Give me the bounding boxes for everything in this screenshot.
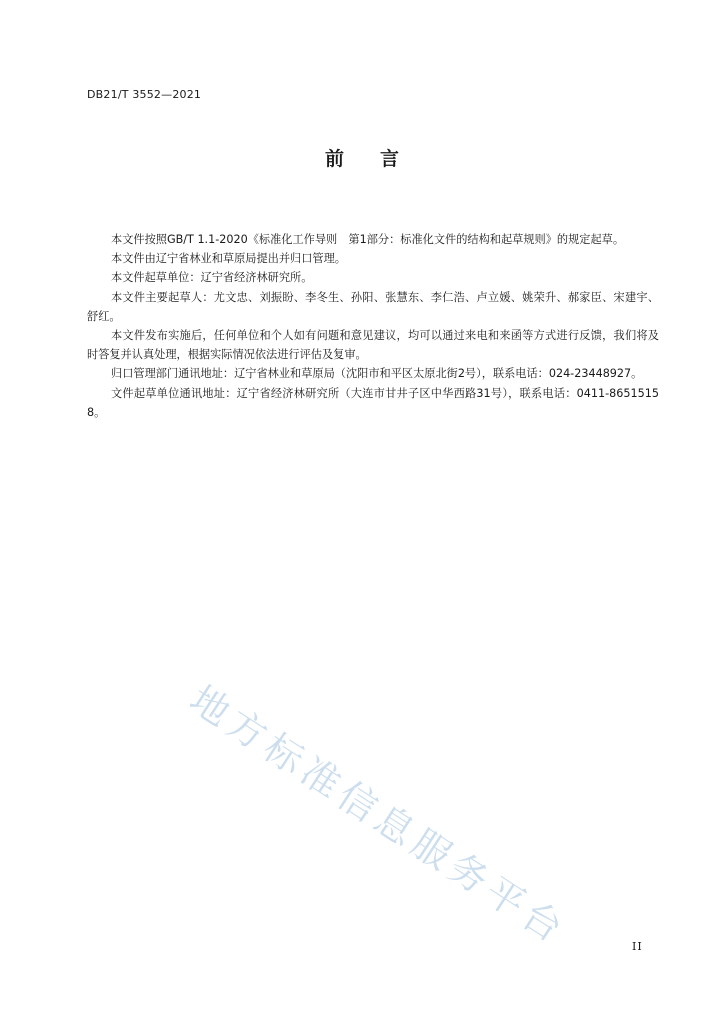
page-title <box>0 144 724 171</box>
watermark: 地方标准信息服务平台 <box>182 676 576 954</box>
page-number: II <box>632 940 643 953</box>
paragraph-proposer: 本文件由辽宁省林业和草原局提出并归口管理。 <box>111 252 346 266</box>
paragraph-management-address: 归口管理部门通讯地址：辽宁省林业和草原局（沈阳市和平区太原北街2号），联系电话：024-23448927。 <box>111 367 643 381</box>
paragraph-drafting-rules: 本文件按照GB/T 1.1-2020《标准化工作导则 第1部分：标准化文件的结构和起草规则》的规定起草。 <box>111 233 625 246</box>
paragraph-drafter-address: 文件起草单位通讯地址：辽宁省经济林研究所（大连市甘井子区中华西路31号），联系电话：0411-86515158。 <box>87 386 659 419</box>
foreword-body <box>87 230 659 422</box>
paragraph-drafters: 本文件主要起草人：尤文忠、刘振盼、李冬生、孙阳、张慧东、李仁浩、卢立媛、姚荣升、郝家臣、宋建宇、舒红。 <box>87 290 659 323</box>
title-part-2: 言 <box>380 148 400 170</box>
paragraph-feedback: 本文件发布实施后，任何单位和个人如有问题和意见建议，均可以通过来电和来函等方式进行反馈，我们将及时答复并认真处理，根据实际情况依法进行评估及复审。 <box>87 329 659 362</box>
paragraph-drafting-unit: 本文件起草单位：辽宁省经济林研究所。 <box>111 271 313 285</box>
title-part-1: 前 <box>324 148 344 170</box>
document-code: DB21/T 3552—2021 <box>87 88 202 101</box>
